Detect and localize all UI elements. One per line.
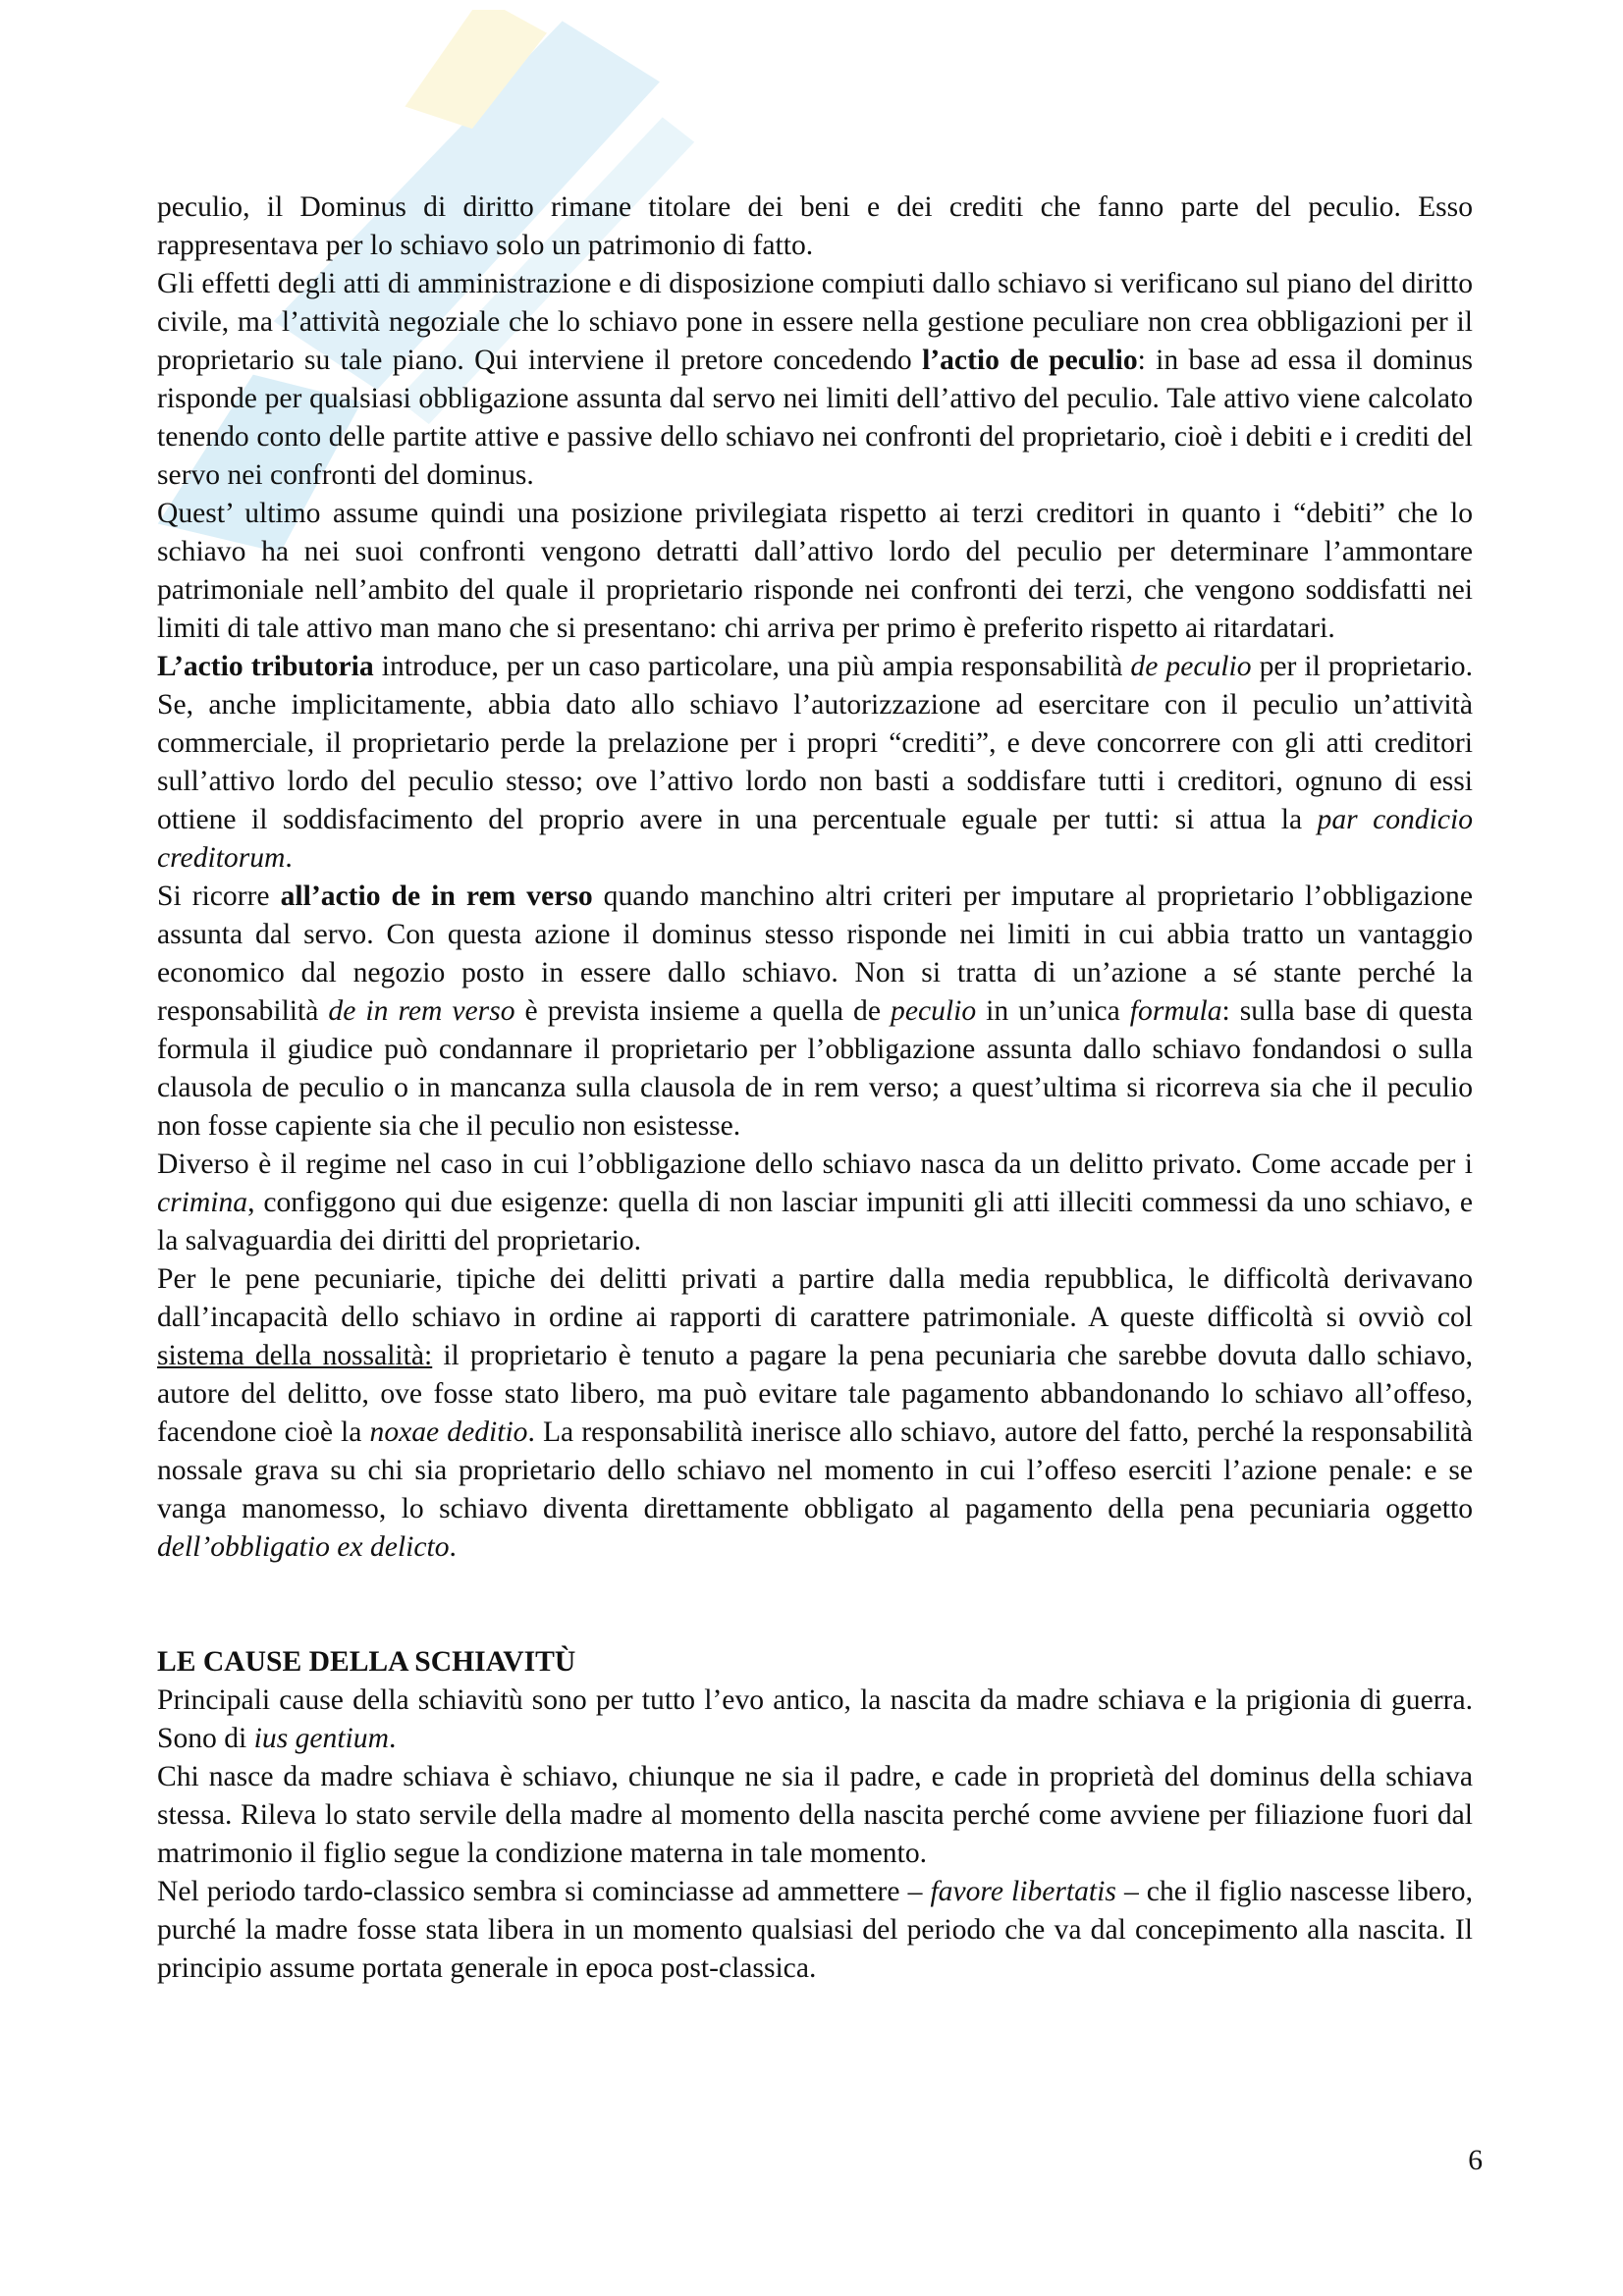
- italic-term: crimina: [157, 1187, 248, 1218]
- italic-term: de in rem verso: [328, 995, 515, 1027]
- paragraph: [157, 1146, 1473, 1260]
- text-run: Quest’ ultimo assume quindi una posizione privilegiata rispetto ai terzi creditori in quanto i “debiti” che lo schiavo ha nei suoi confronti vengono detratti dall’attivo lordo del peculio per determinare l’ammontare patrimoniale nell’ambito del quale il proprietario risponde nei confronti dei terzi, che vengono soddisfatti nei limiti di tale attivo man mano che si presentano: chi arriva per primo è preferito rispetto ai ritardatari.: [157, 498, 1473, 644]
- italic-term: favore libertatis: [930, 1876, 1116, 1907]
- text-run: in un’unica: [976, 995, 1130, 1027]
- section-body: [157, 1682, 1473, 1988]
- italic-term: ius gentium: [253, 1723, 389, 1754]
- text-run: Principali cause della schiavitù sono per tutto l’evo antico, la nascita da madre schiava e la prigionia di guerra. Sono di: [157, 1684, 1473, 1754]
- paragraph: [157, 1682, 1473, 1758]
- text-run: Gli effetti degli atti di amministrazione e di disposizione compiuti dallo schiavo si verificano sul piano del diritto civile, ma l’attività negoziale che lo schiavo pone in essere nella gestione peculiare non crea obbligazioni per il proprietario su tale piano. Qui interviene il pretore concedendo: [157, 268, 1473, 376]
- paragraph: [157, 1873, 1473, 1988]
- paragraph: [157, 495, 1473, 648]
- text-run: .: [449, 1531, 457, 1563]
- bold-term: all’actio de in rem verso: [280, 881, 593, 912]
- text-run: Nel periodo tardo-classico sembra si cominciasse ad ammettere –: [157, 1876, 931, 1907]
- text-run: – che il figlio nascesse libero, purché la madre fosse stata libera in un momento qualsiasi del periodo che va dal concepimento alla nascita. Il principio assume portata generale in epoca post-classica.: [157, 1876, 1473, 1984]
- document-page: [157, 188, 1473, 1988]
- text-run: : sulla base di questa formula il giudice può condannare il proprietario per l’obbligazione assunta dallo schiavo fondandosi o sulla clausola de peculio o in mancanza sulla clausola de in rem verso; a quest’ultima si ricorreva sia che il peculio non fosse capiente sia che il peculio non esistesse.: [157, 995, 1474, 1142]
- paragraph: [157, 878, 1473, 1146]
- italic-term: formula: [1129, 995, 1222, 1027]
- text-run: . La responsabilità inerisce allo schiavo, autore del fatto, perché la responsabilità nossale grava su chi sia proprietario dello schiavo nel momento in cui l’offeso eserciti l’azione penale: e se vanga manomesso, lo schiavo diventa direttamente obbligato al pagamento della pena pecuniaria oggetto: [157, 1416, 1473, 1524]
- underlined-term: sistema della nossalità:: [157, 1340, 433, 1371]
- text-run: peculio, il Dominus di diritto rimane titolare dei beni e dei crediti che fanno parte del peculio. Esso rappresentava per lo schiavo solo un patrimonio di fatto.: [157, 191, 1473, 261]
- text-run: Diverso è il regime nel caso in cui l’obbligazione dello schiavo nasca da un delitto privato. Come accade per i: [157, 1148, 1473, 1180]
- text-run: il proprietario è tenuto a pagare la pena pecuniaria che sarebbe dovuta dallo schiavo, autore del delitto, ove fosse stato libero, ma può evitare tale pagamento abbandonando lo schiavo all’offeso, facendone cioè la: [157, 1340, 1473, 1448]
- section-heading: LE CAUSE DELLA SCHIAVITÙ: [157, 1646, 576, 1678]
- page-number: 6: [1468, 2145, 1483, 2176]
- paragraph: [157, 1260, 1473, 1567]
- text-run: .: [388, 1723, 397, 1754]
- paragraph: [157, 648, 1473, 878]
- bold-term: l’actio de peculio: [922, 345, 1138, 376]
- text-run: introduce, per un caso particolare, una più ampia responsabilità: [373, 651, 1131, 682]
- italic-term: peculio: [891, 995, 977, 1027]
- text-run: : in base ad essa il dominus risponde per qualsiasi obbligazione assunta dal servo nei limiti dell’attivo del peculio. Tale attivo viene calcolato tenendo conto delle partite attive e passive dello schiavo nei confronti del proprietario, cioè i debiti e i crediti del servo nei confronti del dominus.: [157, 345, 1474, 491]
- text-run: , configgono qui due esigenze: quella di non lasciar impuniti gli atti illeciti commessi da uno schiavo, e la salvaguardia dei diritti del proprietario.: [157, 1187, 1473, 1256]
- text-run: per il proprietario. Se, anche implicitamente, abbia dato allo schiavo l’autorizzazione ad esercitare con il peculio un’attività commerciale, il proprietario perde la prelazione per i propri “crediti”, e deve concorrere con gli atti creditori sull’attivo lordo del peculio stesso; ove l’attivo lordo non basti a soddisfare tutti i creditori, ognuno di essi ottiene il soddisfacimento del proprio avere in una percentuale eguale per tutti: si attua la: [157, 651, 1473, 835]
- paragraph: [157, 1758, 1473, 1873]
- italic-term: dell’obbligatio ex delicto: [157, 1531, 450, 1563]
- text-run: .: [285, 842, 293, 874]
- paragraph: [157, 265, 1473, 495]
- section-spacer: [157, 1567, 1473, 1643]
- text-run: Per le pene pecuniarie, tipiche dei delitti privati a partire dalla media repubblica, le difficoltà derivavano dall’incapacità dello schiavo in ordine ai rapporti di carattere patrimoniale. A queste difficoltà si ovviò col: [157, 1263, 1473, 1333]
- text-run: è prevista insieme a quella de: [514, 995, 892, 1027]
- italic-term: par condicio creditorum: [157, 804, 1473, 874]
- bold-term: L’actio tributoria: [157, 651, 374, 682]
- body-text: [157, 188, 1473, 1567]
- italic-term: noxae deditio: [369, 1416, 528, 1448]
- paragraph: [157, 188, 1473, 265]
- text-run: Chi nasce da madre schiava è schiavo, chiunque ne sia il padre, e cade in proprietà del dominus della schiava stessa. Rileva lo stato servile della madre al momento della nascita perché come avviene per filiazione fuori dal matrimonio il figlio segue la condizione materna in tale momento.: [157, 1761, 1473, 1869]
- italic-term: de peculio: [1130, 651, 1252, 682]
- text-run: quando manchino altri criteri per imputare al proprietario l’obbligazione assunta dal servo. Con questa azione il dominus stesso risponde nei limiti in cui abbia tratto un vantaggio economico dal negozio posto in essere dallo schiavo. Non si tratta di un’azione a sé stante perché la responsabilità: [157, 881, 1473, 1027]
- text-run: Si ricorre: [157, 881, 281, 912]
